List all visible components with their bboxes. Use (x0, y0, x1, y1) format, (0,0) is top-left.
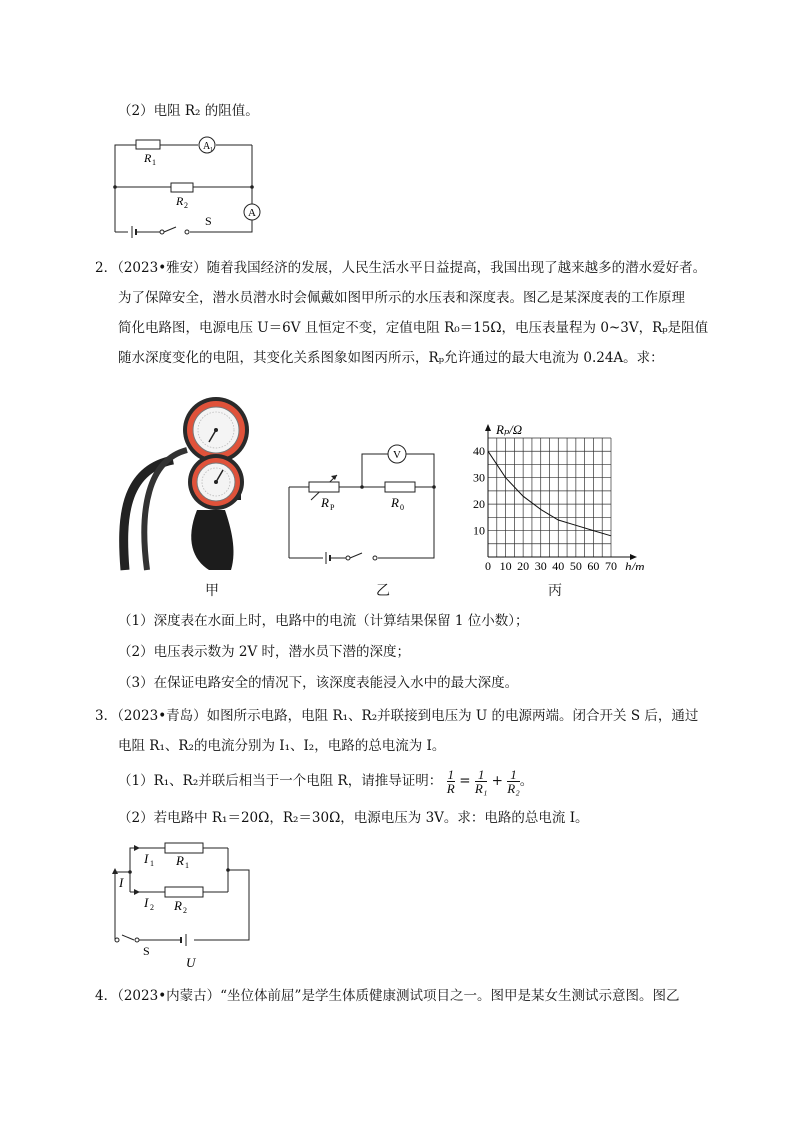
q2-sub3: （3）在保证电路安全的情况下，该深度表能浸入水中的最大深度。 (118, 675, 519, 691)
svg-text:I: I (144, 895, 149, 910)
q3-total-current-label: I (119, 875, 124, 890)
x-tick-label: 30 (534, 559, 547, 570)
q3-sub1: （1）R₁、R₂并联后相当于一个电阻 R，请推导证明： $\frac{1}{R}$ = $\frac{1}{\text{R₁}}$ + $\frac{1}{\text{R₂}}$ 。 (118, 767, 534, 796)
y-tick-label: 10 (473, 523, 485, 538)
x-axis-label: h/m (625, 559, 645, 570)
q3-switch-label: S (143, 944, 150, 958)
svg-text:1: 1 (150, 859, 154, 868)
gauge-photo-illustration (113, 390, 258, 572)
q2-sub1: （1）深度表在水面上时，电路中的电流（计算结果保留 1 位小数）； (118, 613, 529, 629)
svg-text:A: A (248, 207, 256, 219)
caption-jia: 甲 (205, 583, 219, 599)
y-tick-label: 30 (473, 470, 485, 485)
q2-r0-resistor (385, 482, 415, 492)
y-tick-label: 40 (473, 444, 485, 459)
q1-circuit-diagram (108, 130, 268, 242)
q2-r0-label: R (391, 495, 399, 510)
x-tick-label: 70 (605, 559, 617, 570)
svg-text:P: P (330, 503, 335, 512)
svg-text:1: 1 (210, 147, 213, 153)
q4-line1: 4．（2023•内蒙古）“坐位体前屈”是学生体质健康测试项目之一。图甲是某女生测试示意图。图乙 (95, 988, 680, 1004)
svg-text:1: 1 (185, 861, 189, 870)
q1-r2-resistor (171, 183, 193, 192)
svg-text:0: 0 (400, 503, 404, 512)
svg-text:2: 2 (183, 906, 187, 915)
q1-r1-label: R (144, 151, 152, 165)
q1-switch-label: S (205, 214, 212, 228)
svg-text:2: 2 (150, 903, 154, 912)
svg-text:R: R (174, 898, 182, 913)
y-axis-label: Rₚ/Ω (496, 422, 523, 437)
q3-line2: 电阻 R₁、R₂的电流分别为 I₁、I₂，电路的总电流为 I。 (118, 738, 446, 754)
x-tick-label: 50 (569, 559, 582, 570)
q2-rp-resistor (309, 482, 339, 492)
svg-text:V: V (393, 449, 401, 461)
frac-1-over-r: $\frac{1}{R}$ (446, 767, 455, 796)
y-tick-label: 20 (473, 497, 485, 512)
x-tick-label: 60 (587, 559, 600, 570)
q3-r1-resistor (165, 843, 203, 853)
svg-text:I: I (144, 851, 149, 866)
svg-text:1: 1 (152, 158, 156, 167)
caption-yi: 乙 (376, 583, 390, 599)
q2-line1: 2．（2023•雅安）随着我国经济的发展，人民生活水平日益提高，我国出现了越来越多的潜水爱好者。 (95, 260, 707, 276)
y-axis-arrow (485, 424, 491, 431)
frac-1-over-r2: $\frac{1}{\text{R₂}}$ (507, 767, 520, 796)
q2-circuit-diagram (282, 440, 442, 566)
q2-line4: 随水深度变化的电阻，其变化关系图象如图丙所示，Rₚ允许通过的最大电流为 0.24A。求： (118, 350, 664, 366)
q3-circuit-diagram (108, 836, 278, 971)
q1-part2-text: （2）电阻 R₂ 的阻值。 (118, 103, 259, 119)
q2-line2: 为了保障安全，潜水员潜水时会佩戴如图甲所示的水压表和深度表。图乙是某深度表的工作原理 (118, 290, 685, 306)
q3-line1: 3．（2023•青岛）如图所示电路，电阻 R₁、R₂并联接到电压为 U 的电源两端。闭合开关 S 后，通过 (95, 708, 699, 724)
svg-text:A: A (203, 141, 211, 152)
q2-rp-label: R (321, 495, 329, 510)
q3-sub2: （2）若电路中 R₁＝20Ω，R₂＝30Ω，电源电压为 3V。求：电路的总电流 I。 (118, 810, 589, 826)
q3-source-label: U (186, 955, 196, 970)
q3-r2-resistor (165, 887, 203, 897)
q2-line3: 简化电路图，电源电压 U＝6V 且恒定不变，定值电阻 R₀＝15Ω，电压表量程为 0~3V，Rₚ是阻值 (118, 320, 709, 336)
x-tick-label: 0 (485, 559, 491, 570)
q2-sub2: （2）电压表示数为 2V 时，潜水员下潜的深度； (118, 644, 411, 660)
rp-depth-chart (468, 420, 668, 570)
frac-1-over-r1: $\frac{1}{\text{R₁}}$ (474, 767, 488, 796)
q1-r1-resistor (136, 140, 160, 149)
svg-text:2: 2 (184, 201, 188, 210)
caption-bing: 丙 (548, 583, 562, 599)
x-tick-label: 10 (499, 559, 512, 570)
x-tick-label: 40 (552, 559, 565, 570)
x-tick-label: 20 (517, 559, 530, 570)
svg-text:R: R (176, 853, 184, 868)
q1-r2-label: R (176, 194, 184, 208)
